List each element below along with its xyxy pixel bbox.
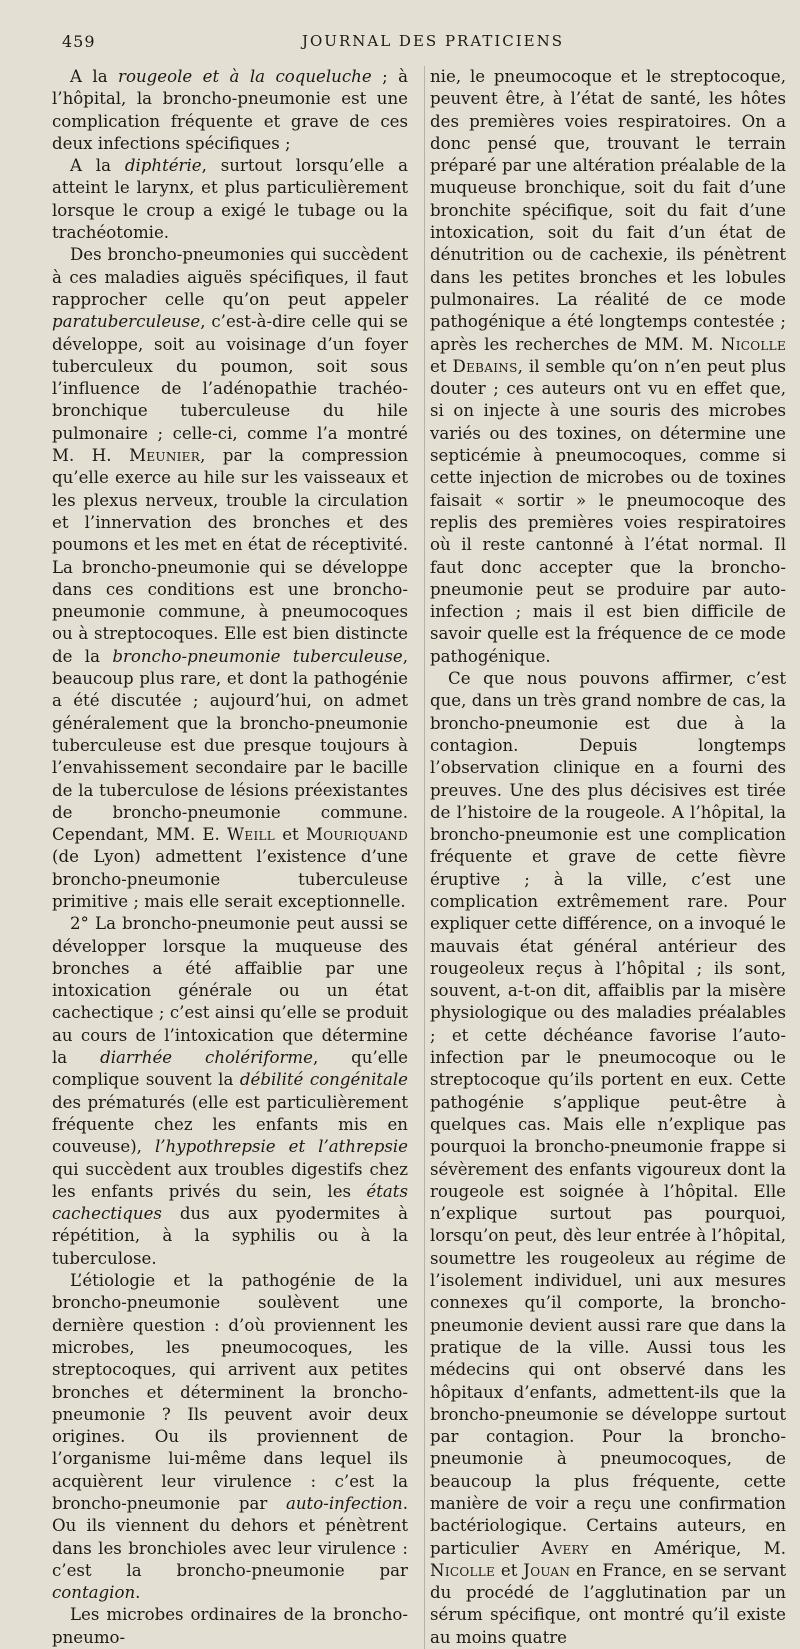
paragraph-rougeole (52, 66, 408, 155)
text-run: Les microbes ordinaires de la broncho-pneumo- (52, 1605, 408, 1647)
page-header (62, 30, 780, 56)
text-run: , par la compression qu’elle exerce au hile sur les vaisseaux et les plexus nerveux, trouble la circulation et l’innervation des bronches et des poumons et les met en état de réceptivité. La broncho-pneumonie qui se développe dans ces conditions est une broncho-pneumonie commune, à pneumocoques ou à streptocoques. Elle est bien distincte de la (52, 446, 409, 666)
text-run: l’hypothrepsie et l’athrepsie (154, 1137, 408, 1157)
text-run: auto-infection (285, 1494, 403, 1513)
paragraph-microbes (52, 1604, 408, 1649)
text-run: Avery (541, 1538, 589, 1558)
text-run: Debains (452, 356, 518, 376)
text-run: Nicolle (720, 334, 786, 354)
text-run: des prématurés (elle est particulièrement fréquente chez les enfants mis en couveuse), (52, 1092, 408, 1157)
running-title: JOURNAL DES PRATICIENS (302, 32, 565, 50)
paragraph-auto-infection (430, 66, 786, 668)
text-run: débilité congénitale (239, 1070, 408, 1090)
text-run: Mouriquand (305, 825, 409, 845)
text-run: diphtérie (124, 156, 202, 176)
text-run: Weill (227, 825, 276, 845)
text-run: broncho-pneumonie tuberculeuse (112, 646, 403, 666)
text-run: en France, en se servant du procédé de l’agglutination par un sérum spécifique, ont montré qu’il existe au moins quatre (430, 1560, 786, 1647)
text-run: . (135, 1583, 141, 1603)
text-run: nie, le pneumocoque et le streptocoque, peuvent être, à l’état de santé, les hôtes des premières voies respiratoires. On a donc pensé que, trouvant le terrain préparé par une altération préalable de la muqueuse bronchique, soit du fait d’une bronchite spécifique, soit du fait d’une intoxication, soit du fait d’un état de dénutrition ou de cachexie, ils pénètrent dans les petites bronches et les lobules pulmonaires. La réalité de ce mode pathogénique a été longtemps contestée ; après les recherches de MM. M. (430, 67, 786, 354)
text-run: Jouan (523, 1560, 571, 1580)
text-run: , il semble qu’on n’en peut plus douter ; ces auteurs ont vu en effet que, si on injecte à une souris des microbes variés ou des toxines, on détermine une septicémie à pneumocoques, comme si cette injection de microbes ou de toxines faisait « sortir » le pneumocoque des replis des premières voies respiratoires où il reste cantonné à l’état normal. Il faut donc accepter que la broncho-pneumonie peut se produire par auto-infection ; mais il est bien difficile de savoir quelle est la fréquence de ce mode pathogénique. (430, 356, 786, 666)
text-run: rougeole et à la coqueluche (118, 67, 372, 86)
text-run: paratuberculeuse (52, 312, 201, 332)
text-run: Des broncho-pneumonies qui succèdent à ces maladies aiguës spécifiques, il faut rapprocher celle qu’on peut appeler (52, 245, 408, 309)
text-run: diarrhée cholériforme (100, 1048, 313, 1068)
text-run: dus aux pyodermites à répétition, à la syphilis ou à la tuberculose. (52, 1204, 408, 1268)
paragraph-diphterie (52, 155, 408, 244)
paragraph-intoxication (52, 913, 408, 1270)
text-run: Meunier (129, 446, 201, 466)
text-run: Nicolle (430, 1560, 496, 1580)
text-run: , c’est-à-dire celle qui se développe, soit au voisinage d’un foyer tuberculeux du poumon, soit sous l’influence de l’adénopathie trachéo-bronchique tuberculeuse du hile pulmonaire ; celle-ci, comme l’a montré M. H. (52, 312, 408, 466)
text-run: (de Lyon) admettent l’existence d’une broncho-pneumonie tuberculeuse primitive ; mais elle serait exceptionnelle. (52, 847, 408, 911)
left-column (52, 66, 408, 1649)
text-run: Ce que nous pouvons affirmer, c’est que, dans un très grand nombre de cas, la broncho-pneumonie est due à la contagion. Depuis longtemps l’observation clinique en a fourni des preuves. Une des plus décisives est tirée de l’histoire de la rougeole. A l’hôpital, la broncho-pneumonie est une complication fréquente et grave de cette fièvre éruptive ; à la ville, c’est une complication extrêmement rare. Pour expliquer cette différence, on a invoqué le mauvais état général antérieur des rougeoleux reçus à l’hôpital ; ils sont, souvent, a-t-on dit, affaiblis par la misère physiologique ou des maladies préalables ; et cette déchéance favorise l’auto-infection par le pneumocoque ou le streptocoque qu’ils portent en eux. Cette pathogénie s’applique peut-être à quelques cas. Mais elle n’explique pas pourquoi la broncho-pneumonie frappe si sévèrement des enfants vigoureux dont la rougeole est soignée à l’hôpital. Elle n’explique surtout pas pourquoi, lorsqu’on peut, dès leur entrée à l’hôpital, soumettre les rougeoleux au régime de l’isolement individuel, uni aux mesures connexes qu’il comporte, la broncho-pneumonie devient aussi rare que dans la pratique de la ville. Aussi tous les médecins qui ont observé dans les hôpitaux d’enfants, admettent-ils que la broncho-pneumonie se développe surtout par contagion. Pour la broncho-pneumonie à pneumocoques, de beaucoup la plus fréquente, cette manière de voir a reçu une confirmation bactériologique. Certains auteurs, en particulier (430, 669, 786, 1558)
text-run: qui succèdent aux troubles digestifs chez les enfants privés du sein, les (52, 1159, 408, 1201)
text-run: et (275, 825, 306, 845)
text-run: L’étiologie et la pathogénie de la broncho-pneumonie soulèvent une dernière question : d’où proviennent les microbes, les pneumocoques, les streptocoques, qui arrivent aux petites bronches et déterminent la broncho-pneumonie ? Ils peuvent avoir deux origines. Ou ils proviennent de l’organisme lui-même dans lequel ils acquièrent leur virulence : c’est la broncho-pneumonie par (52, 1271, 408, 1513)
text-run: ; à l’hôpital, la broncho-pneumonie est une complication fréquente et grave de ces deux infections spécifiques ; (52, 67, 408, 153)
text-run: , surtout lorsqu’elle a atteint le larynx, et plus particulièrement lorsque le croup a exigé le tubage ou la trachéotomie. (52, 156, 408, 243)
text-run: et (430, 356, 453, 376)
text-run: A la (70, 156, 125, 176)
text-run: et (495, 1560, 524, 1580)
text-run: contagion (52, 1583, 136, 1603)
text-run: 2° La broncho-pneumonie peut aussi se développer lorsque la muqueuse des bronches a été affaiblie par une intoxication générale ou un état cachectique ; c’est ainsi qu’elle se produit au cours de l’intoxication que détermine la (52, 914, 408, 1068)
text-run: en Amérique, M. (588, 1538, 787, 1558)
text-run: , qu’elle complique souvent la (52, 1048, 408, 1090)
right-column (424, 66, 786, 1649)
text-run: , beaucoup plus rare, et dont la pathogénie a été discutée ; aujourd’hui, on admet généralement que la broncho-pneumonie tuberculeuse est due presque toujours à l’envahissement secondaire par le bacille de la tuberculose de lésions préexistantes de broncho-pneumonie commune. Cependant, MM. E. (52, 646, 408, 845)
paragraph-etiologie (52, 1270, 408, 1604)
text-run: . Ou ils viennent du dehors et pénètrent dans les bronchioles avec leur virulence : c’est la broncho-pneumonie par (52, 1494, 408, 1580)
text-run: A la (70, 67, 119, 86)
paragraph-contagion (430, 668, 786, 1649)
paragraph-paratuberculeuse (52, 244, 408, 913)
text-run: états cachectiques (52, 1181, 408, 1224)
page-number: 459 (62, 32, 96, 51)
